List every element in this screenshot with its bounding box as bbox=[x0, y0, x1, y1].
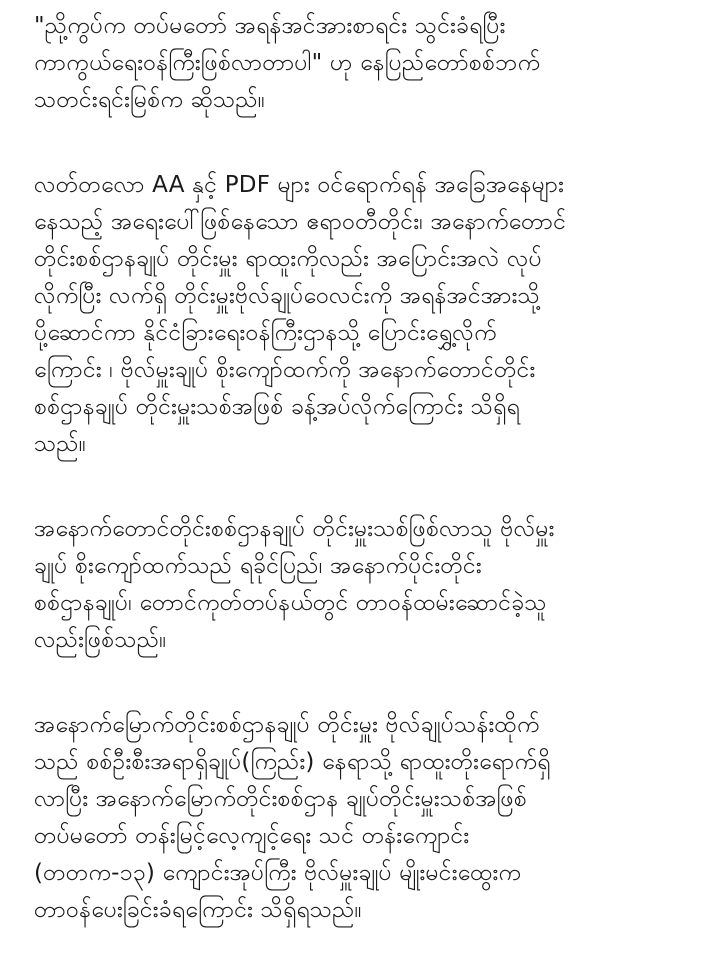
paragraph-2 bbox=[34, 167, 696, 463]
paragraph-1 bbox=[34, 8, 696, 119]
paragraph-line: လာပြီး အနောက်မြောက်တိုင်းစစ်ဌာန ချုပ်တိုင်းမှူးသစ်အဖြစ် bbox=[34, 786, 528, 812]
paragraph-line: ချုပ် စိုးကျော်ထက်သည် ရခိုင်ပြည်၊ အနောက်ပိုင်းတိုင်း bbox=[34, 553, 482, 579]
paragraph-line: တိုင်းစစ်ဌာနချုပ် တိုင်းမှူး ရာထူးကိုလည်း အပြောင်းအလဲ လုပ် bbox=[34, 246, 542, 272]
paragraph-4 bbox=[34, 707, 696, 929]
paragraph-line: သည် စစ်ဦးစီးအရာရှိချုပ်(ကြည်း) နေရာသို့ ရာထူးတိုးရောက်ရှိ bbox=[34, 749, 551, 775]
paragraph-line: ကာကွယ်ရေးဝန်ကြီးဖြစ်လာတာပါ" ဟု နေပြည်တော်စစ်ဘက် bbox=[34, 50, 541, 76]
paragraph-line: သတင်းရင်းမြစ်က ဆိုသည်။ bbox=[34, 87, 266, 113]
paragraph-line: ကြောင်း ၊ ဗိုလ်မှူးချုပ် စိုးကျော်ထက်ကို အနောက်တောင်တိုင်း bbox=[34, 357, 536, 383]
paragraph-line: လိုက်ပြီး လက်ရှိ တိုင်းမှူးဗိုလ်ချုပ်ဝေလင်းကို အရန်အင်အားသို့ bbox=[34, 283, 540, 309]
paragraph-3 bbox=[34, 511, 696, 659]
paragraph-line: ပို့ဆောင်ကာ နိုင်ငံခြားရေးဝန်ကြီးဌာနသို့ ပြောင်းရွှေ့လိုက် bbox=[34, 320, 497, 346]
paragraph-line: "ညို့ကွပ်က တပ်မတော် အရန်အင်အားစာရင်း သွင်းခံရပြီး bbox=[34, 13, 506, 39]
paragraph-line: တာဝန်ပေးခြင်းခံရကြောင်း သိရှိရသည်။ bbox=[34, 897, 362, 923]
paragraph-line: အနောက်မြောက်တိုင်းစစ်ဌာနချုပ် တိုင်းမှူး ဗိုလ်ချုပ်သန်းထိုက် bbox=[34, 712, 540, 738]
paragraph-line: သည်။ bbox=[34, 431, 87, 457]
paragraph-line: စစ်ဌာနချုပ်၊ တောင်ကုတ်တပ်နယ်တွင် တာဝန်ထမ်းဆောင်ခဲ့သူ bbox=[34, 590, 547, 616]
paragraph-line: တပ်မတော် တန်းမြင့်လေ့ကျင့်ရေး သင် တန်းကျောင်း bbox=[34, 823, 470, 849]
paragraph-line: နေသည့် အရေးပေါ်ဖြစ်နေသော ဧရာဝတီတိုင်း၊ အနောက်တောင် bbox=[34, 209, 567, 235]
paragraph-line: အနောက်တောင်တိုင်းစစ်ဌာနချုပ် တိုင်းမှူးသစ်ဖြစ်လာသူ ဗိုလ်မှူး bbox=[34, 516, 555, 542]
paragraph-line: (တတက-၁၃) ကျောင်းအုပ်ကြီး ဗိုလ်မှူးချုပ် မျိုးမင်းထွေးက bbox=[34, 860, 522, 886]
paragraph-line: လည်းဖြစ်သည်။ bbox=[34, 627, 167, 653]
paragraph-line: လတ်တလော AA နှင့် PDF များ ဝင်ရောက်ရန် အခြေအနေများ bbox=[34, 172, 565, 198]
paragraph-line: စစ်ဌာနချုပ် တိုင်းမှူးသစ်အဖြစ် ခန့်အပ်လိုက်ကြောင်း သိရှိရ bbox=[34, 394, 520, 420]
